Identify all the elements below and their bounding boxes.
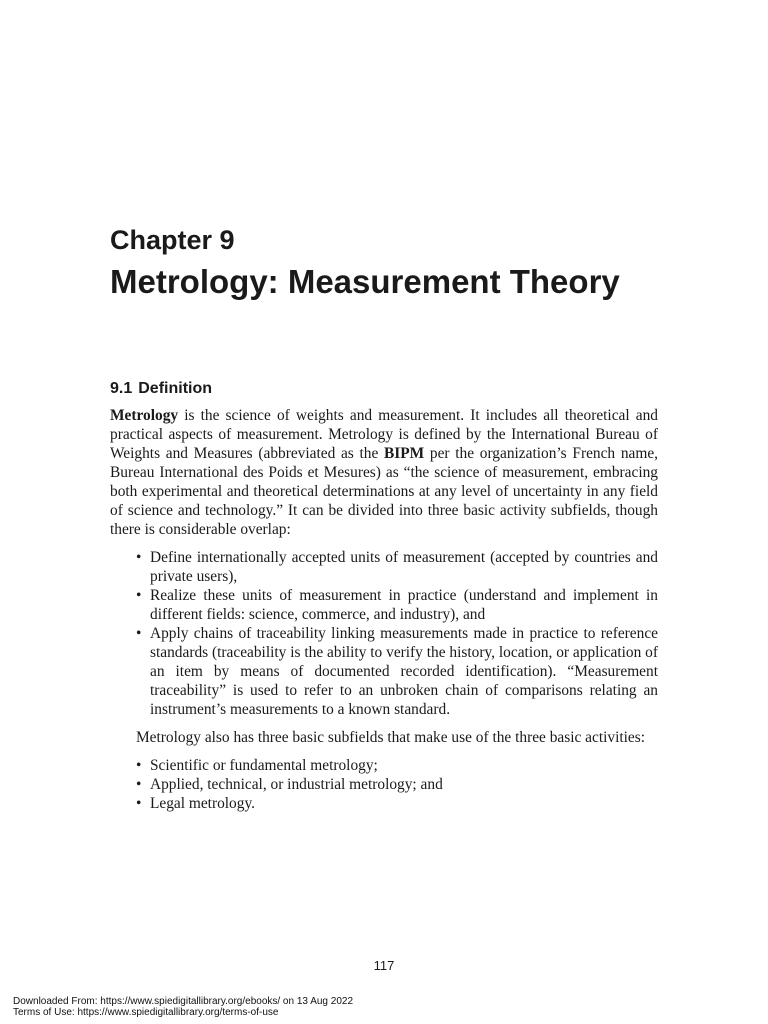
footer-terms-line: Terms of Use: https://www.spiedigitallibrary.org/terms-of-use [13, 1007, 279, 1018]
list-item [136, 756, 658, 775]
term-bipm: BIPM [384, 445, 425, 462]
download-footer [13, 996, 353, 1018]
bullet-icon: • [136, 625, 142, 642]
chapter-label: Chapter 9 [110, 225, 235, 255]
bullet-icon: • [136, 587, 142, 604]
section-number: 9.1 [110, 380, 133, 397]
subfields-intro-paragraph: Metrology also has three basic subfields that make use of the three basic activities: [136, 729, 646, 746]
chapter-title: Metrology: Measurement Theory [110, 263, 620, 300]
subfields-list [110, 756, 658, 813]
activities-list [110, 548, 658, 719]
section-body [110, 406, 658, 813]
list-item [136, 624, 658, 719]
list-item-text: Scientific or fundamental metrology; [150, 757, 378, 774]
list-item-text: Applied, technical, or industrial metrology; and [150, 776, 443, 793]
intro-paragraph [110, 406, 658, 539]
bullet-icon: • [136, 549, 142, 566]
section-title: Definition [138, 380, 213, 397]
list-item-text: Apply chains of traceability linking measurements made in practice to reference standards (traceability is the ability to verify the history, location, or application of an item by means of documented recorded identification). “Measurement traceability” is used to refer to an unbroken chain of comparisons relating an instrument’s measurements to a known standard. [150, 625, 658, 718]
bullet-icon: • [136, 776, 142, 793]
list-item-text: Realize these units of measurement in practice (understand and implement in different fields: science, commerce, and industry), and [150, 587, 658, 623]
intro-text-1: is the science of weights and measurement. It includes all theoretical and practical aspects of measurement. Metrology is defined by the International Bureau of Weights and Measures (abbreviated as the [110, 407, 658, 462]
term-metrology: Metrology [110, 407, 179, 424]
footer-downloaded-line: Downloaded From: https://www.spiedigitallibrary.org/ebooks/ on 13 Aug 2022 [13, 996, 354, 1007]
list-item [136, 794, 658, 813]
page-number: 117 [373, 958, 395, 973]
list-item-text: Legal metrology. [150, 795, 255, 812]
list-item [136, 586, 658, 624]
list-item [136, 548, 658, 586]
list-item [136, 775, 658, 794]
section-heading [110, 378, 212, 400]
bullet-icon: • [136, 757, 142, 774]
list-item-text: Define internationally accepted units of measurement (accepted by countries and private users), [150, 549, 658, 585]
intro-text-2: per the organization’s French name, Bureau International des Poids et Mesures) as “the science of measurement, embracing both experimental and theoretical determinations at any level of uncertainty in any field of science and technology.” It can be divided into three basic activity subfields, though there is considerable overlap: [110, 445, 658, 538]
bullet-icon: • [136, 795, 142, 812]
